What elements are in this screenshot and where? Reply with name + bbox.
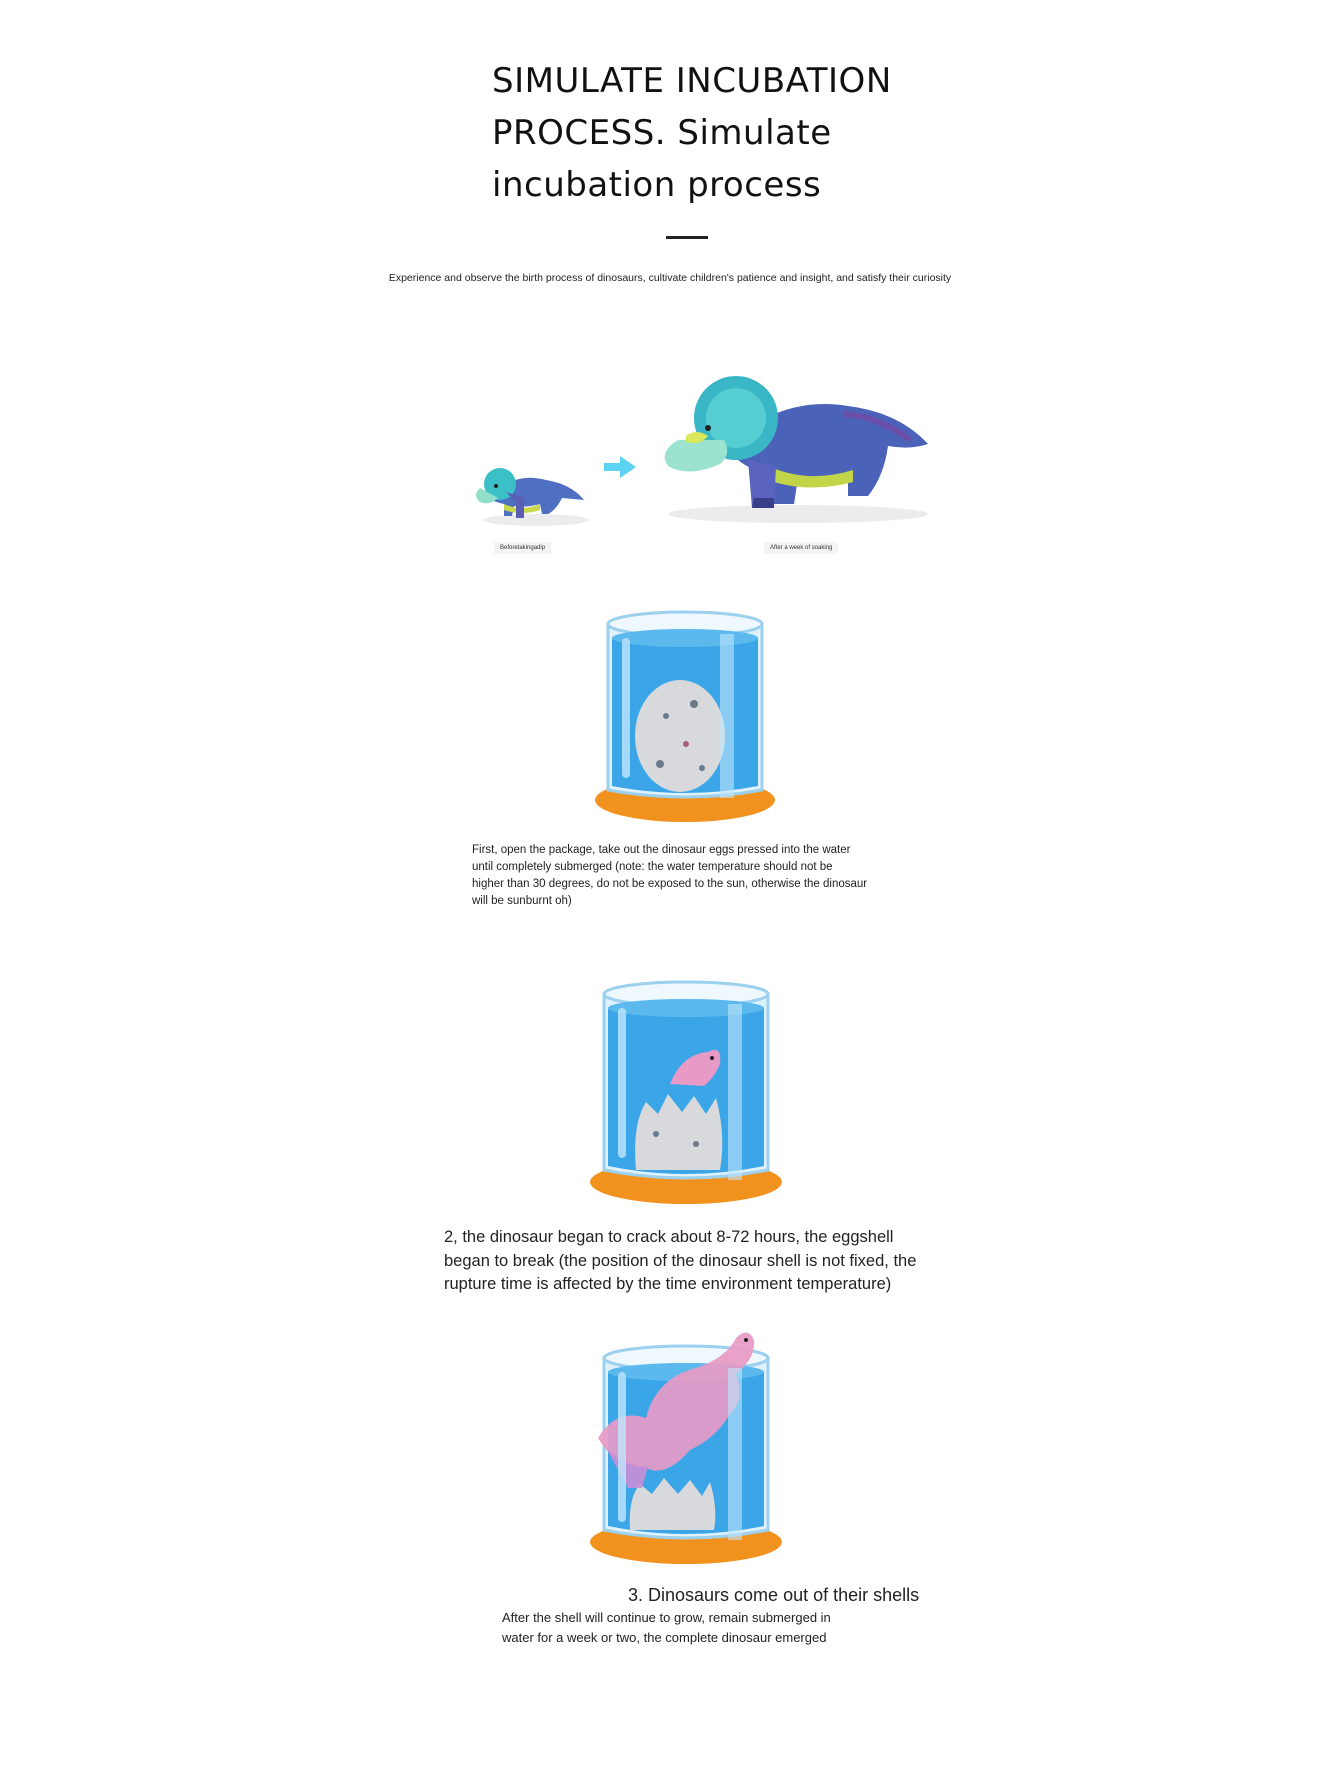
step2-line-1: 2, the dinosaur began to crack about 8-72 hours, the eggshell (444, 1228, 894, 1246)
small-dinosaur-image (466, 452, 596, 532)
title-divider (666, 236, 708, 239)
page-title (492, 55, 1012, 211)
step1-line-4: will be sunburnt oh) (472, 895, 572, 907)
step1-caption (472, 842, 932, 910)
step2-line-3: rupture time is affected by the time environment temperature) (444, 1275, 892, 1293)
page-subtitle: Experience and observe the birth process of dinosaurs, cultivate children's patience and insight, and satisfy their curiosity (388, 272, 952, 284)
step1-line-3: higher than 30 degrees, do not be exposed to the sun, otherwise the dinosaur (472, 878, 868, 890)
arrow-icon (604, 456, 636, 478)
step1-line-2: until completely submerged (note: the water temperature should not be (472, 861, 833, 873)
glass-egg-illustration (590, 604, 780, 824)
step3-title: 3. Dinosaurs come out of their shells (628, 1585, 920, 1605)
step3-line-1: After the shell will continue to grow, remain submerged in (502, 1610, 831, 1625)
step2-caption (444, 1226, 964, 1297)
step1-line-1: First, open the package, take out the dinosaur eggs pressed into the water (472, 844, 851, 856)
after-label: After a week of soaking (764, 542, 838, 554)
before-label: Beforetakingadip (494, 542, 551, 554)
step3-caption (502, 1608, 922, 1648)
title-line-2: PROCESS. Simulate (492, 113, 832, 153)
grown-dinosaur-image (648, 366, 938, 526)
step3-line-2: water for a week or two, the complete dinosaur emerged (502, 1630, 827, 1645)
glass-hatching-illustration (586, 974, 786, 1206)
glass-hatched-dinosaur-illustration (586, 1318, 786, 1566)
title-line-3: incubation process (492, 165, 822, 205)
step2-line-2: began to break (the position of the dinosaur shell is not fixed, the (444, 1251, 917, 1270)
title-line-1: SIMULATE INCUBATION (492, 61, 892, 101)
